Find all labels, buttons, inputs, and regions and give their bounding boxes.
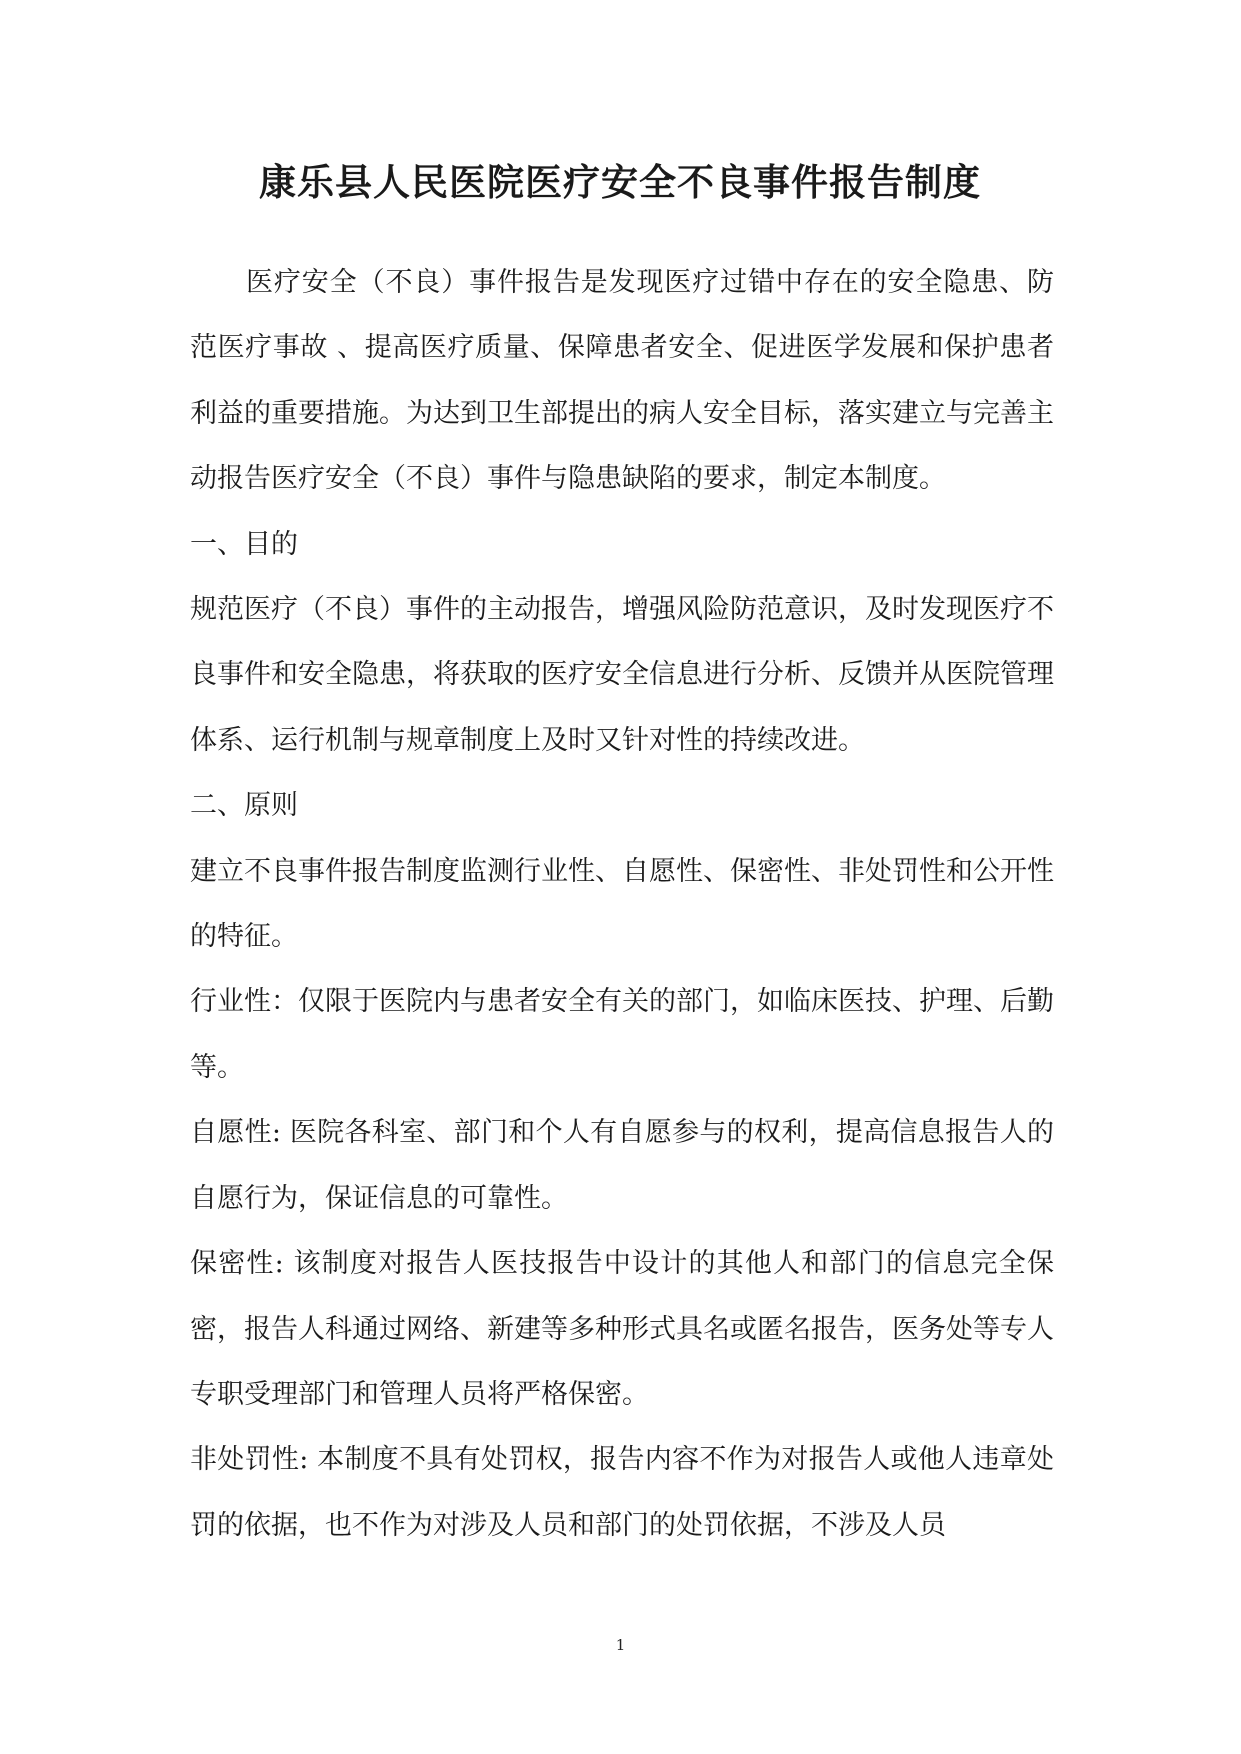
principle-non-punitive: 非处罚性: 本制度不具有处罚权，报告内容不作为对报告人或他人违章处罚的依据，也不作为对涉及人员和部门的处罚依据，不涉及人员 [190, 1444, 1054, 1541]
intro-paragraph: 医疗安全（不良）事件报告是发现医疗过错中存在的安全隐患、防范医疗事故 、提高医疗质量、保障患者安全、促进医学发展和保护患者利益的重要措施。为达到卫生部提出的病人安全目标，落实建立与完善主动报告医疗安全（不良）事件与隐患缺陷的要求，制定本制度。 [190, 267, 1054, 495]
purpose-paragraph: 规范医疗（不良）事件的主动报告，增强风险防范意识，及时发现医疗不良事件和安全隐患，将获取的医疗安全信息进行分析、反馈并从医院管理体系、运行机制与规章制度上及时又针对性的持续改进。 [190, 594, 1054, 756]
section-heading-principles: 二、原则 [190, 790, 298, 822]
section-heading-purpose: 一、目的 [190, 528, 298, 560]
principle-voluntary: 自愿性: 医院各科室、部门和个人有自愿参与的权利，提高信息报告人的自愿行为，保证信息的可靠性。 [190, 1117, 1054, 1214]
document-body [190, 250, 1054, 1558]
principles-paragraph: 建立不良事件报告制度监测行业性、自愿性、保密性、非处罚性和公开性的特征。 [190, 855, 1054, 953]
document-title: 康乐县人民医院医疗安全不良事件报告制度 [259, 161, 981, 204]
principle-industry: 行业性：仅限于医院内与患者安全有关的部门，如临床医技、护理、后勤等。 [190, 986, 1054, 1083]
principle-confidential: 保密性: 该制度对报告人医技报告中设计的其他人和部门的信息完全保密，报告人科通过网络、新建等多种形式具名或匿名报告，医务处等专人专职受理部门和管理人员将严格保密。 [190, 1248, 1054, 1410]
page-number: 1 [615, 1636, 626, 1654]
